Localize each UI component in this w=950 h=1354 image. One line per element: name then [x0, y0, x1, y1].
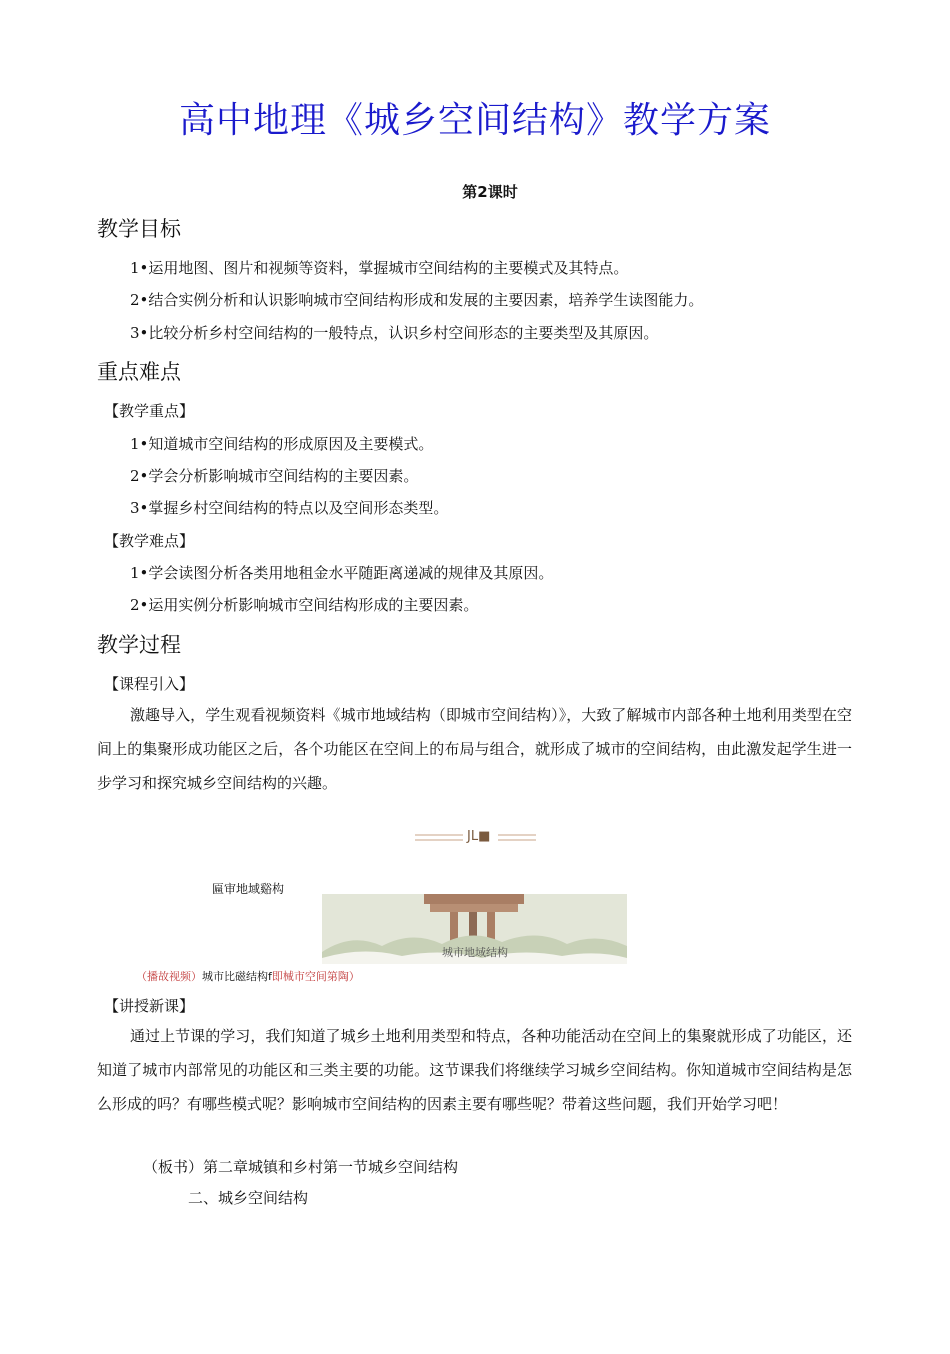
board-note: （板书）第二章城镇和乡村第一节城乡空间结构 [143, 1158, 459, 1176]
subheading: 二、城乡空间结构 [188, 1189, 309, 1207]
new-lesson-paragraph: 通过上节课的学习，我们知道了城乡土地利用类型和特点，各种功能活动在空间上的集聚就形成了功能区，还知道了城市内部常见的功能区和三类主要的功能。这节课我们将继续学习城乡空间结构。你知道城市空间结构是怎么形成的吗？有哪些模式呢？影响城市空间结构的因素主要有哪些呢？带着这些问题，我们开始学习吧！ [97, 1027, 852, 1113]
heading-objectives: 教学目标 [97, 217, 181, 241]
objective-item: 3•比较分析乡村空间结构的一般特点，认识乡村空间形态的主要类型及其原因。 [130, 324, 659, 342]
difficult-point-item: 1•学会读图分析各类用地租金水平随距离递减的规律及其原因。 [130, 564, 554, 582]
caption-play-video: （播故视频） [136, 970, 202, 983]
video-thumbnail[interactable] [322, 894, 627, 964]
difficult-points-label: 【教学难点】 [104, 532, 195, 550]
key-points-label: 【教学重点】 [104, 402, 195, 420]
new-lesson-label: 【讲授新课】 [104, 997, 195, 1015]
caption-note: 即械市空间第陶） [271, 970, 360, 983]
banner-text: JL■ [467, 829, 491, 844]
caption-text: 城市比磁结构f [202, 970, 272, 983]
difficult-point-item: 2•运用实例分析影响城市空间结构形成的主要因素。 [130, 596, 479, 614]
heading-process: 教学过程 [97, 633, 181, 657]
lesson-number: 第2课时 [462, 183, 518, 201]
video-overlay-title: 城市地域结构 [442, 946, 508, 959]
intro-label: 【课程引入】 [104, 675, 195, 693]
key-point-item: 2•学会分析影响城市空间结构的主要因素。 [130, 467, 419, 485]
objective-item: 1•运用地图、图片和视频等资料，掌握城市空间结构的主要模式及其特点。 [130, 259, 629, 277]
intro-paragraph: 激趣导入，学生观看视频资料《城市地域结构（即城市空间结构）》，大致了解城市内部各种土地利用类型在空间上的集聚形成功能区之后，各个功能区在空间上的布局与组合，就形成了城市的空间结构，由此激发起学生进一步学习和探究城乡空间结构的兴趣。 [97, 706, 852, 792]
heading-key-difficult: 重点难点 [97, 360, 181, 384]
video-side-label: 匾审地域谿构 [212, 882, 285, 896]
key-point-item: 3•掌握乡村空间结构的特点以及空间形态类型。 [130, 499, 449, 517]
video-caption [136, 968, 360, 984]
objective-item: 2•结合实例分析和认识影响城市空间结构形成和发展的主要因素，培养学生读图能力。 [130, 291, 704, 309]
document-title: 高中地理《城乡空间结构》教学方案 [178, 100, 771, 141]
key-point-item: 1•知道城市空间结构的形成原因及主要模式。 [130, 435, 434, 453]
video-banner [413, 827, 538, 849]
